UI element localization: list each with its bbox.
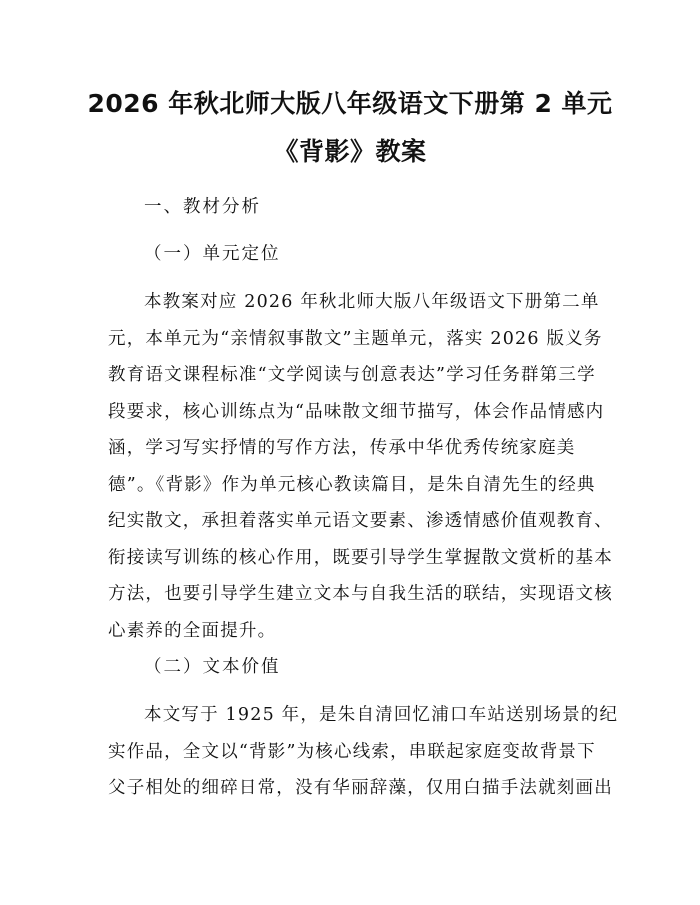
- subsection-heading-text-value: （二）文本价值: [144, 657, 281, 677]
- document-title-line-1: 2026 年秋北师大版八年级语文下册第 2 单元: [87, 89, 613, 118]
- section-heading-textbook-analysis: 一、教材分析: [144, 197, 261, 217]
- paragraph-line: 纪实散文，承担着落实单元语文要素、渗透情感价值观教育、: [108, 511, 613, 531]
- paragraph-line: 本教案对应 2026 年秋北师大版八年级语文下册第二单: [144, 292, 600, 312]
- paragraph-line: 衔接读写训练的核心作用，既要引导学生掌握散文赏析的基本: [108, 547, 613, 568]
- paragraph-line: 涵，学习写实抒情的写作方法，传承中华优秀传统家庭美: [108, 438, 576, 458]
- paragraph-line: 心素养的全面提升。: [108, 620, 277, 641]
- paragraph-line: 段要求，核心训练点为“品味散文细节描写，体会作品情感内: [108, 401, 605, 422]
- subsection-heading-unit-positioning: （一）单元定位: [144, 244, 281, 264]
- paragraph-line: 父子相处的细碎日常，没有华丽辞藻，仅用白描手法就刻画出: [108, 778, 613, 798]
- paragraph-line: 本文写于 1925 年，是朱自清回忆浦口车站送别场景的纪: [144, 705, 619, 725]
- paragraph-line: 德”。《背影》作为单元核心教读篇目，是朱自清先生的经典: [108, 474, 596, 495]
- paragraph-line: 教育语文课程标准“文学阅读与创意表达”学习任务群第三学: [108, 365, 596, 385]
- paragraph-line: 实作品，全文以“背影”为核心线索，串联起家庭变故背景下: [108, 741, 596, 762]
- paragraph-unit-positioning: [108, 284, 613, 649]
- document-title-line-2: 《背影》教案: [273, 137, 427, 166]
- paragraph-line: 元，本单元为“亲情叙事散文”主题单元，落实 2026 版义务: [108, 328, 603, 349]
- paragraph-text-value: [108, 697, 619, 807]
- paragraph-line: 方法，也要引导学生建立文本与自我生活的联结，实现语文核: [108, 584, 613, 604]
